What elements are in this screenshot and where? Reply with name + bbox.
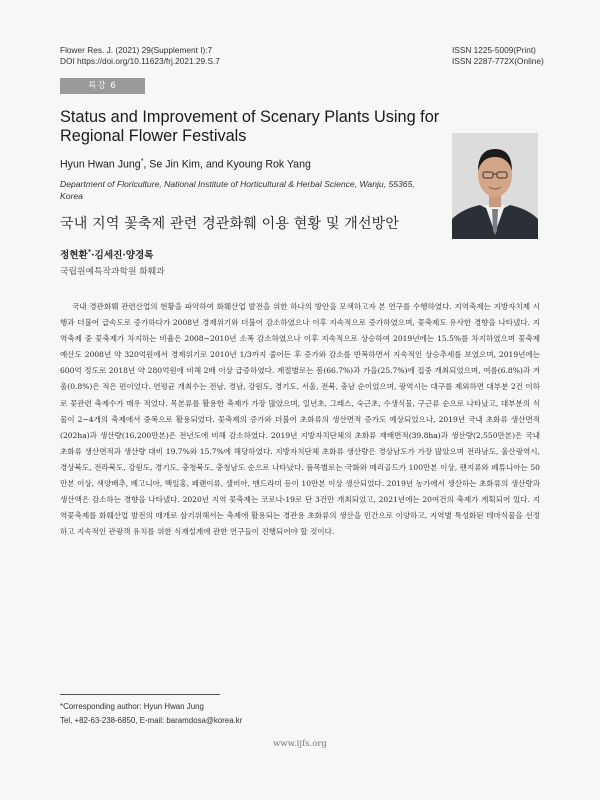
affiliation: Department of Floriculture, National Institute of Horticultural & Herbal Science, Wanju, 55365, Korea xyxy=(60,179,415,202)
footnote-divider xyxy=(60,694,220,695)
corresponding-mark: * xyxy=(140,158,144,165)
abstract-text: 국내 경관화훼 관련산업의 현황을 파악하여 화훼산업 발전을 위한 하나의 방안을 모색하고자 본 연구를 수행하였다. 지역축제는 지방자치제 시행과 더불어 급속도로 증가하다가 2008년 경제위기와 더불어 감소하였으나 이후 지속적으로 증가하였으며, 꽃축제도 유사한 경향을 나타냈다. 지역축제 중 꽃축제가 차지하는 비율은 2008~2010년 소폭 감소하였으나 이후 지속적으로 상승하여 2019년에는 15.5%를 차지하였으며 꽃축제 예산도 2008년 약 320억원에서 경제위기로 2010년 1/3까지 줄어든 후 증가와 감소를 반복하면서 지속적인 상승추세를 보였으며, 2019년에는 600억 정도로 2018년 약 280억원에 비해 2배 이상 급증하였다. 계절별로는 봄(66.7%)과 가을(25.7%)에 집중 개최되었으며, 여름(6.8%)과 겨울(0.8%)은 적은 편이었다. 연평균 개최수는 전남, 경남, 강원도, 경기도, 서울, 전북, 충남 순이었으며, 광역시는 대구를 제외하면 대부분 2건 이하로 꽃관련 축제수가 매우 적었다. 목본류를 활용한 축제가 가장 많았으며, 일년초, 그래스, 숙근초, 수생식물, 구근류 순으로 나타났고, 대부분의 식물이 2~4개의 축제에서 중복으로 활용되었다. 꽃축제의 증가와 더불어 초화류의 생산면적 증가도 예상되었으나, 2019년 국내 초화류 생산면적(202ha)과 생산량(16,200만본)은 전년도에 비해 감소하였다. 2019년 지방자치단체의 초화류 재배면적(39.8ha)과 생산량(2,550만본)은 국내 초화류 생산면적과 생산량 대비 19.7%와 15.7%에 해당하였다. 지방자치단체 초화류 생산량은 경상남도가 가장 많았으며 전라남도, 울산광역시, 경상북도, 전라북도, 강원도, 경기도, 충청북도, 충청남도 순으로 나타났다. 품목별로는 국화와 메리골드가 100만본 이상, 팬지류와 페튜니아는 50만본 이상, 색양배추, 베고니아, 백일홍, 페랜이류, 샐비아, 맨드라미 등이 10만본 이상 생산되었다. 2019년 농가에서 생산하는 초화류의 생산량과 생산액은 감소하는 경향을 나타냈다. 2020년 지역 꽃축제는 코로나-19로 단 3건만 개최되었고, 2021년에는 20여건의 축제가 계획되어 있다. 지역꽃축제를 화훼산업 발전의 매개로 삼기위해서는 축제에 활용되는 경관용 초화류의 생산을 민간으로 이양하고, 지역별 특성화된 테마식물을 선정하고 지속적인 관광객 유치를 위한 식재설계에 관한 연구들이 진행되어야 할 것이다. xyxy=(60,302,540,537)
author-others: , Se Jin Kim, and Kyoung Rok Yang xyxy=(143,158,311,171)
korean-author-others: ·김세진·양경록 xyxy=(91,250,154,261)
footer-url[interactable]: www.ijfs.org xyxy=(273,739,327,749)
korean-affiliation: 국립원예특작과학원 화훼과 xyxy=(60,267,165,277)
doi-link[interactable]: DOI https://doi.org/10.11623/frj.2021.29.S.7 xyxy=(60,55,220,66)
korean-author-list xyxy=(60,247,154,261)
section-badge: 특강 6 xyxy=(60,78,145,94)
corresponding-contact: Tel, +82-63-238-6850, E-mail: baramdosa@korea.kr xyxy=(60,715,243,725)
korean-author-primary: 정현환 xyxy=(60,250,88,261)
korean-corresponding-mark: * xyxy=(87,247,92,256)
issn-header xyxy=(452,45,544,66)
author-list xyxy=(60,158,311,171)
issn-online: ISSN 2287-772X(Online) xyxy=(452,55,544,66)
author-portrait-icon xyxy=(452,133,538,239)
paper-title: Status and Improvement of Scenary Plants Using for Regional Flower Festivals xyxy=(60,108,440,145)
corresponding-info xyxy=(60,700,242,727)
journal-citation: Flower Res. J. (2021) 29(Supplement I):7 xyxy=(60,45,213,55)
author-photo xyxy=(452,133,538,239)
korean-title: 국내 지역 꽃축제 관련 경관화훼 이용 현황 및 개선방안 xyxy=(60,216,400,232)
issn-print: ISSN 1225-5009(Print) xyxy=(452,45,536,55)
abstract xyxy=(60,299,540,540)
corresponding-author: *Corresponding author: Hyun Hwan Jung xyxy=(60,702,204,711)
journal-header xyxy=(60,45,220,66)
author-primary: Hyun Hwan Jung xyxy=(60,158,141,171)
